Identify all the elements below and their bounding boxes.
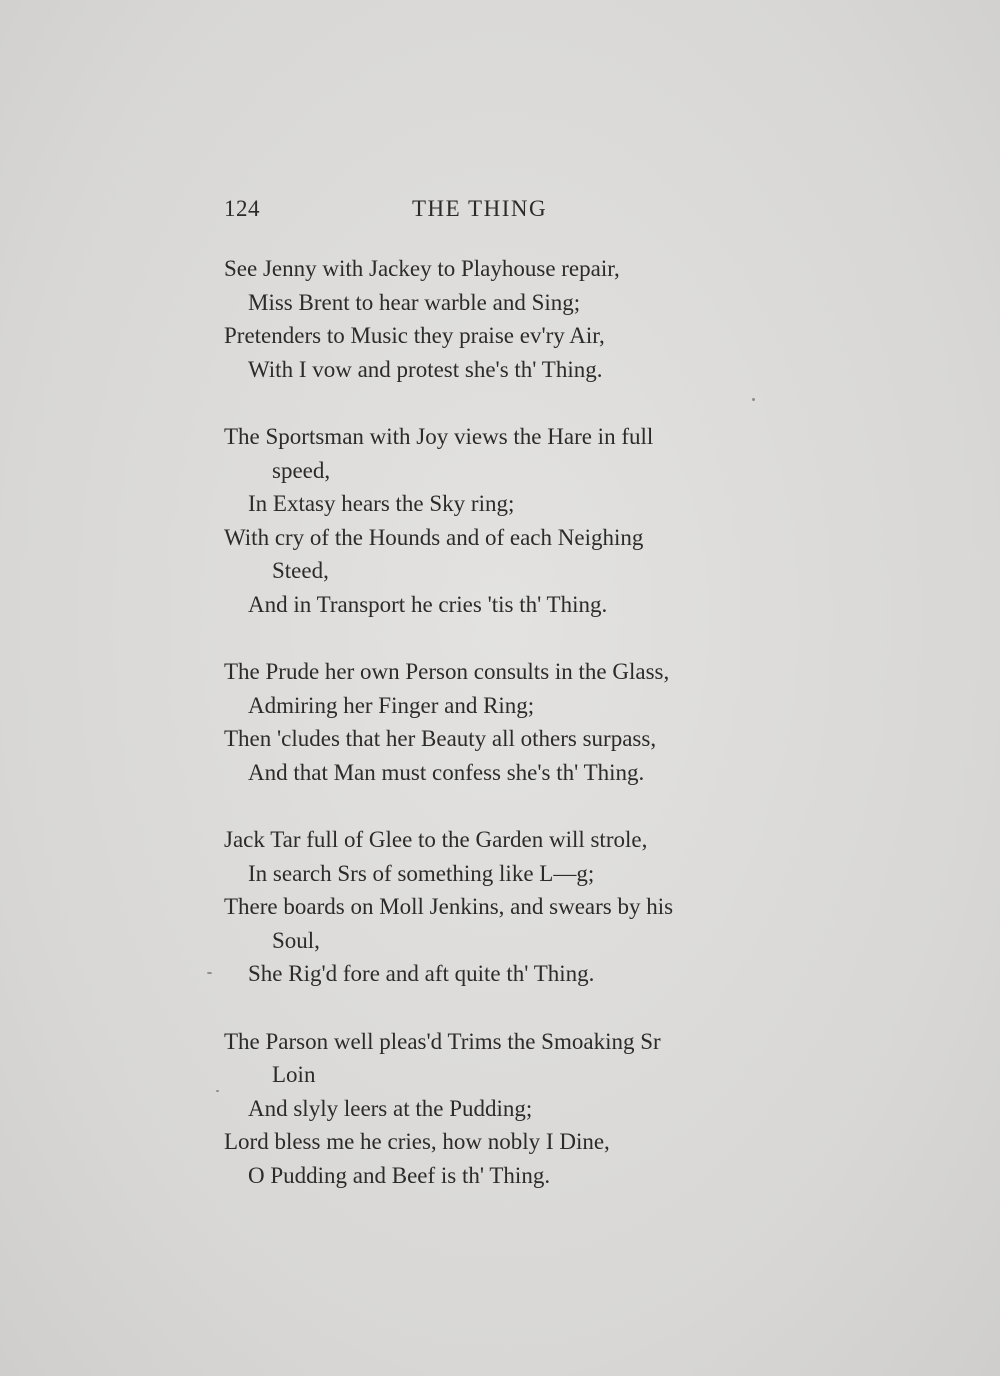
stanza-3 [224,655,769,789]
verse-line: The Parson well pleas'd Trims the Smoaking Sr [224,1028,661,1054]
paper-speck [207,972,212,974]
verse-line-continuation: Loin [272,1062,316,1088]
verse-line: She Rig'd fore and aft quite th' Thing. [248,961,595,987]
verse-line: And that Man must confess she's th' Thing. [248,759,645,785]
verse-line: Admiring her Finger and Ring; [248,692,535,718]
poem-body [224,252,769,1226]
stanza-1 [224,252,769,386]
verse-line: In search Srs of something like L—g; [248,860,595,886]
verse-line: O Pudding and Beef is th' Thing. [248,1163,551,1189]
verse-line: Pretenders to Music they praise ev'ry Air, [224,323,605,349]
verse-line-continuation: speed, [272,457,331,483]
verse-line: And slyly leers at the Pudding; [248,1095,533,1121]
verse-line: With I vow and protest she's th' Thing. [248,356,603,382]
verse-line: The Sportsman with Joy views the Hare in full [224,423,654,449]
verse-line: Miss Brent to hear warble and Sing; [248,289,581,315]
verse-line: And in Transport he cries 'tis th' Thing. [248,591,608,617]
verse-line: The Prude her own Person consults in the Glass, [224,659,670,685]
stanza-2 [224,420,769,622]
paper-speck [752,398,755,401]
verse-line: See Jenny with Jackey to Playhouse repair, [224,256,620,281]
verse-line: In Extasy hears the Sky ring; [248,491,515,517]
page-header [224,196,760,228]
verse-line: There boards on Moll Jenkins, and swears by his [224,894,674,920]
verse-line-continuation: Steed, [272,558,329,584]
verse-line: With cry of the Hounds and of each Neighing [224,524,644,550]
verse-line: Jack Tar full of Glee to the Garden will strole, [224,827,648,853]
paper-speck [216,1090,219,1092]
stanza-5 [224,1025,769,1193]
running-title: THE THING [412,196,548,221]
verse-line: Then 'cludes that her Beauty all others surpass, [224,726,657,752]
verse-line-continuation: Soul, [272,927,320,953]
stanza-4 [224,823,769,991]
page-number: 124 [224,196,260,221]
verse-line: Lord bless me he cries, how nobly I Dine, [224,1129,610,1155]
